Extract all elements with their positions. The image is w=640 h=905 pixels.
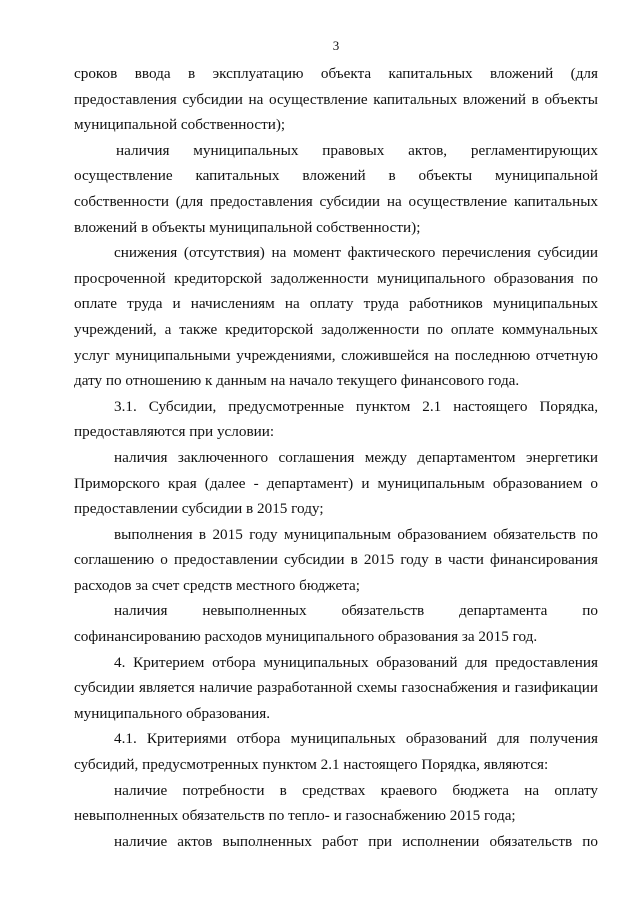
paragraph: 3.1. Субсидии, предусмотренные пунктом 2.1 настоящего Порядка, предоставляются при условии: [74,397,598,441]
paragraph: 4.1. Критериями отбора муниципальных образований для получения субсидий, предусмотренных пунктом 2.1 настоящего Порядка, являются: [74,730,598,774]
paragraph: наличие потребности в средствах краевого бюджета на оплату невыполненных обязательств по тепло- и газоснабжению 2015 года; [74,781,598,825]
page-number: 3 [332,38,340,53]
document-body [74,61,598,854]
paragraph: выполнения в 2015 году муниципальным образованием обязательств по соглашению о предоставлении субсидии в 2015 году в части финансирования расходов за счет средств местного бюджета; [74,525,598,594]
paragraph: наличие актов выполненных работ при исполнении обязательств по [114,832,598,850]
paragraph: снижения (отсутствия) на момент фактического перечисления субсидии просроченной кредиторской задолженности муниципального образования по оплате труда и начислениям на оплату труда работников муниципальных учреждений, а также кредиторской задолженности по оплате коммунальных услуг муниципальными учреждениями, сложившейся на последнюю отчетную дату по отношению к данным на начало текущего финансового года. [74,244,598,390]
paragraph: наличия заключенного соглашения между департаментом энергетики Приморского края (далее - департамент) и муниципальным образованием о предоставлении субсидии в 2015 году; [74,448,598,518]
paragraph: наличия невыполненных обязательств департамента по софинансированию расходов муниципального образования за 2015 год. [74,602,598,646]
paragraph: наличия муниципальных правовых актов, регламентирующих осуществление капитальных вложений в объекты муниципальной собственности (для предоставления субсидии на осуществление капитальных вложений в объекты муниципальной собственности); [74,141,598,236]
paragraph: 4. Критерием отбора муниципальных образований для предоставления субсидии является наличие разработанной схемы газоснабжения и газификации муниципального образования. [74,653,598,722]
paragraph: сроков ввода в эксплуатацию объекта капитальных вложений (для предоставления субсидии на осуществление капитальных вложений в объекты муниципальной собственности); [74,65,598,134]
